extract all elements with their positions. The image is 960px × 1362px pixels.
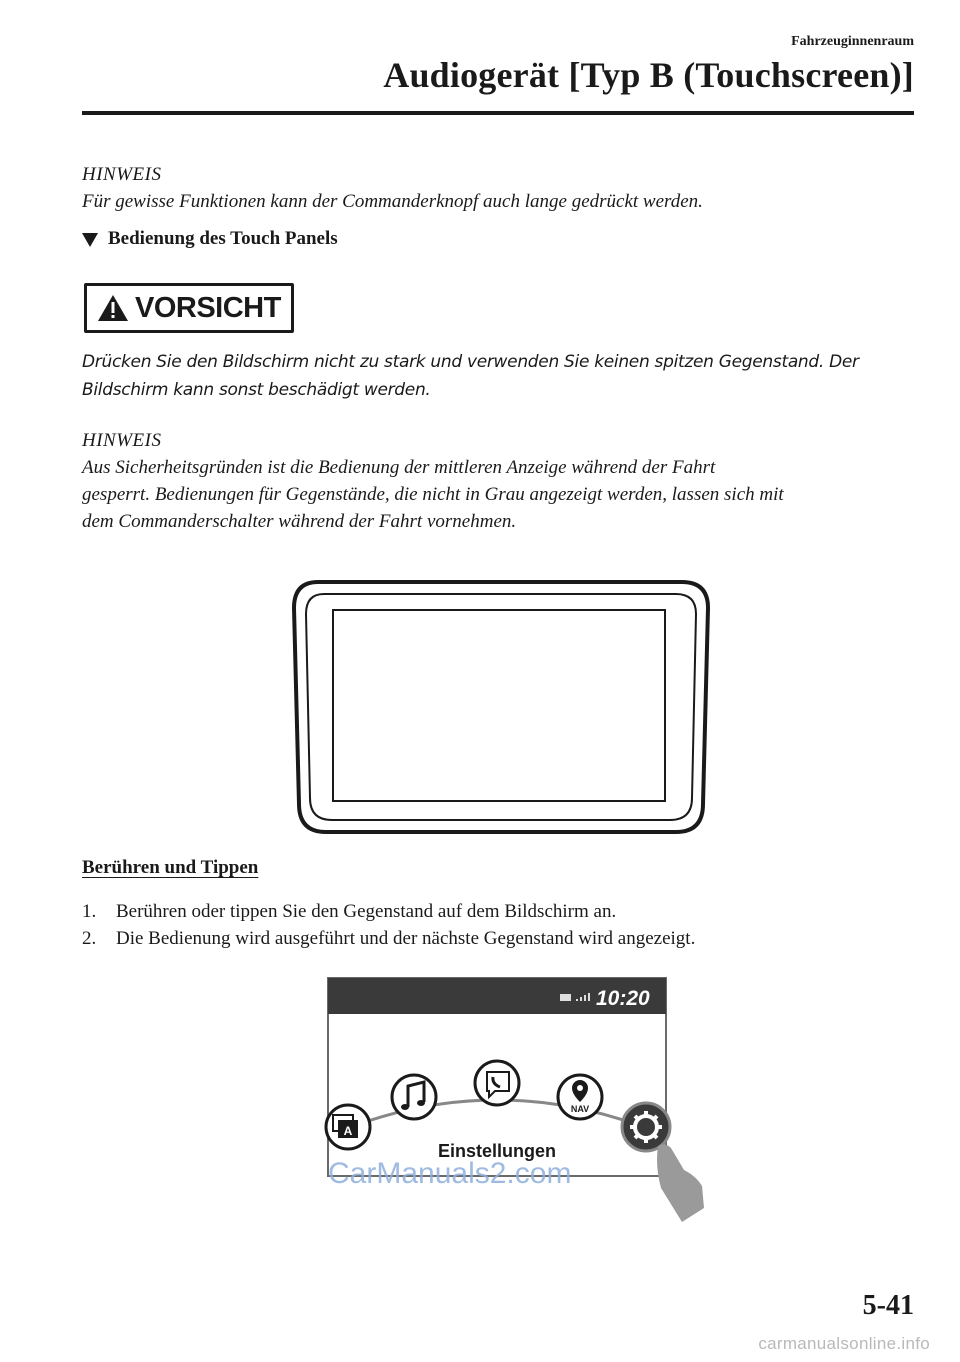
caution-line: Bildschirm kann sonst beschädigt werden. (82, 380, 431, 400)
note-line: dem Commanderschalter während der Fahrt vornehmen. (82, 511, 517, 532)
step-number: 2. (82, 928, 97, 949)
header-divider (82, 111, 914, 115)
apps-icon[interactable] (326, 1105, 370, 1149)
step-text: Berühren oder tippen Sie den Gegenstand auf dem Bildschirm an. (116, 901, 617, 922)
warning-icon (97, 294, 129, 322)
music-icon[interactable] (392, 1075, 436, 1119)
menu-screen-illustration (324, 976, 708, 1226)
display-illustration (288, 576, 714, 838)
note-label: HINWEIS (82, 164, 162, 185)
caution-box (84, 283, 294, 333)
note-text: Für gewisse Funktionen kann der Commanderknopf auch lange gedrückt werden. (82, 191, 703, 212)
note-line: gesperrt. Bedienungen für Gegenstände, die nicht in Grau angezeigt werden, lassen sich mit (82, 484, 784, 505)
phone-icon[interactable] (475, 1061, 519, 1105)
note-label: HINWEIS (82, 430, 162, 451)
gear-icon[interactable] (622, 1103, 670, 1151)
note-line: Aus Sicherheitsgründen ist die Bedienung der mittleren Anzeige während der Fahrt (82, 457, 716, 478)
triangle-down-icon (82, 233, 98, 247)
section-label: Fahrzeuginnenraum (791, 34, 914, 49)
list-item (82, 925, 695, 952)
caution-text (82, 348, 932, 404)
apps-badge: A (343, 1124, 353, 1138)
footer-watermark: carmanualsonline.info (758, 1334, 930, 1353)
step-number: 1. (82, 901, 97, 922)
page-number: 5-41 (862, 1290, 914, 1321)
selected-item-label: Einstellungen (437, 1141, 557, 1161)
page-title: Audiogerät [Typ B (Touchscreen)] (383, 55, 914, 95)
battery-icon (560, 994, 571, 1001)
note-text (82, 454, 922, 535)
step-list (82, 898, 695, 952)
nav-badge: NAV (570, 1104, 590, 1114)
touch-heading: Berühren und Tippen (82, 857, 259, 878)
list-item (82, 898, 695, 925)
section-subheading (82, 228, 338, 250)
finger-pointer-icon (657, 1144, 704, 1222)
watermark-logo: CarManuals2.com (328, 1157, 572, 1190)
caution-line: Drücken Sie den Bildschirm nicht zu stark und verwenden Sie keinen spitzen Gegenstand. Der (82, 352, 859, 372)
display-screen (333, 610, 665, 801)
step-text: Die Bedienung wird ausgeführt und der nächste Gegenstand wird angezeigt. (116, 928, 696, 949)
caution-label: VORSICHT (135, 291, 281, 324)
navigation-icon[interactable] (558, 1075, 602, 1119)
subheading-text: Bedienung des Touch Panels (108, 228, 338, 249)
clock-time: 10:20 (596, 987, 650, 1010)
